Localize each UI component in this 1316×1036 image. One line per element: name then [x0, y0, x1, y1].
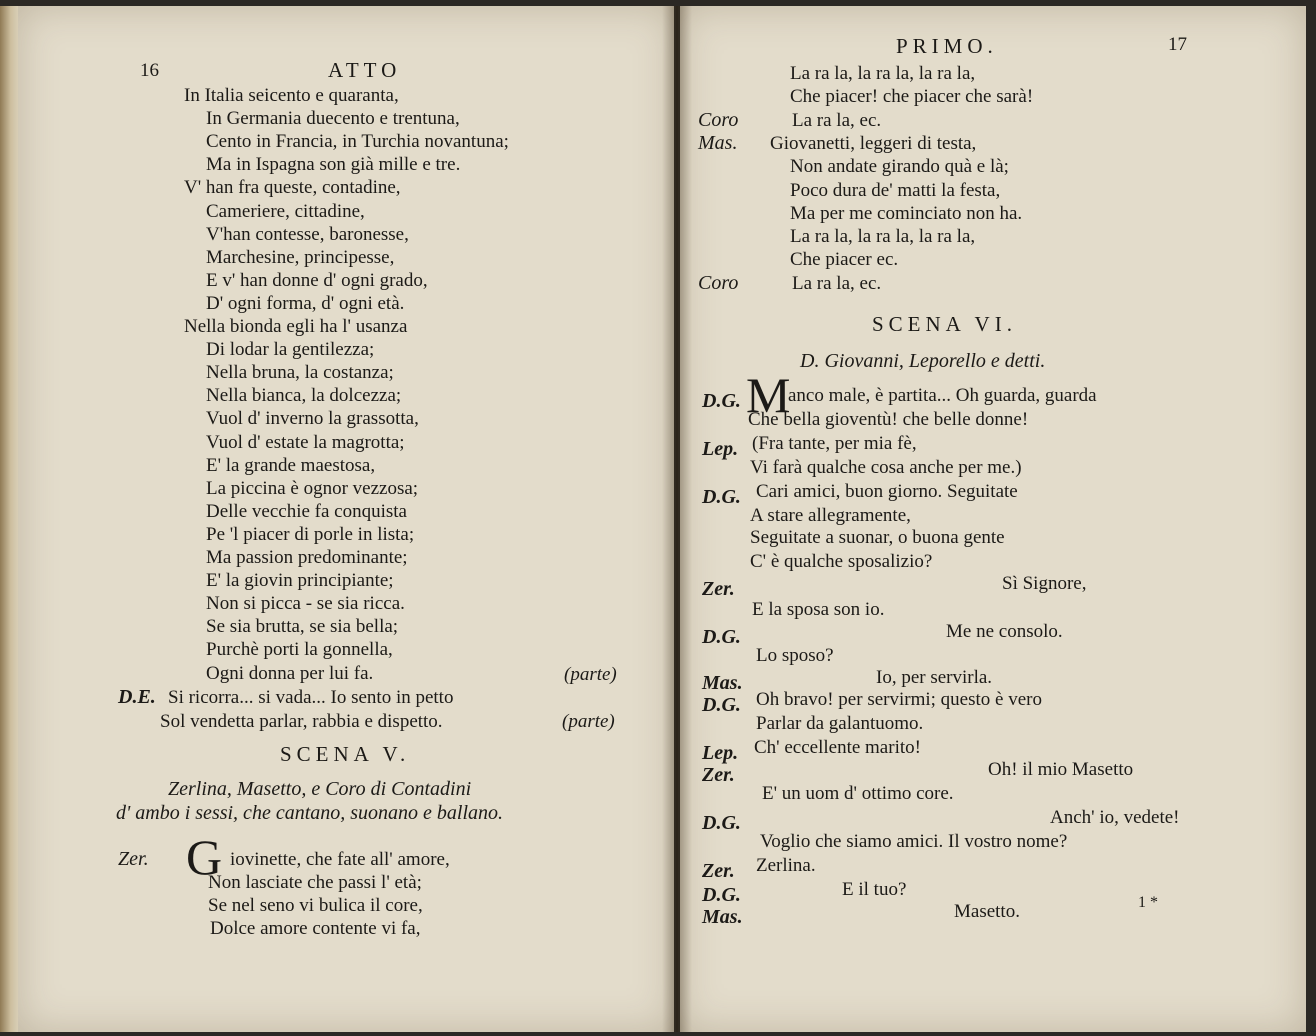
verse-line: iovinette, che fate all' amore, [230, 849, 450, 870]
verse-line: C' è qualche sposalizio? [750, 551, 933, 572]
speaker-label: Mas. [702, 672, 743, 694]
verse-line: Delle vecchie fa conquista [206, 500, 407, 522]
signature-mark: 1 * [1138, 894, 1158, 911]
verse-line: E la sposa son io. [752, 599, 885, 620]
speaker-label: D.G. [702, 884, 741, 906]
verse-line: Marchesine, principesse, [206, 246, 395, 268]
verse-line: E' la grande maestosa, [206, 454, 376, 476]
verse-line: Parlar da galantuomo. [756, 713, 924, 734]
verse-line: Dolce amore contente vi fa, [210, 918, 421, 939]
book-gutter [662, 6, 692, 1032]
speaker-label: D.G. [702, 626, 741, 648]
scene-description: d' ambo i sessi, che cantano, suonano e ballano. [116, 802, 504, 824]
verse-line: Non si picca - se sia ricca. [206, 593, 405, 615]
verse-line: Lo sposo? [756, 645, 834, 666]
verse-line: Nella bionda egli ha l' usanza [184, 316, 408, 337]
speaker-label: Mas. [698, 131, 738, 154]
verse-line: Sì Signore, [1002, 573, 1087, 594]
verse-line: Pe 'l piacer di porle in lista; [206, 523, 415, 545]
verse-line: Vuol d' inverno la grassotta, [206, 408, 419, 430]
scene-title: SCENA V. [280, 742, 411, 766]
verse-line: Se sia brutta, se sia bella; [206, 616, 399, 638]
verse-line: Masetto. [954, 901, 1020, 922]
verse-line: Giovanetti, leggeri di testa, [770, 132, 977, 154]
speaker-label: Zer. [702, 764, 735, 786]
verse-line: Oh bravo! per servirmi; questo è vero [756, 689, 1042, 710]
verse-line: Vuol d' estate la magrotta; [206, 431, 405, 453]
verse-line: La ra la, la ra la, la ra la, [790, 226, 976, 248]
verse-line: Ch' eccellente marito! [754, 737, 921, 758]
verse-line: Poco dura de' matti la festa, [790, 179, 1001, 201]
scene-description: D. Giovanni, Leporello e detti. [800, 350, 1046, 372]
verse-line: Ma in Ispagna son già mille e tre. [206, 154, 461, 176]
verse-line: Me ne consolo. [946, 621, 1063, 642]
verse-line: Anch' io, vedete! [1050, 807, 1180, 828]
scene-title: SCENA VI. [872, 312, 1017, 336]
verse-line: D' ogni forma, d' ogni età. [206, 292, 405, 314]
verse-line: anco male, è partita... Oh guarda, guarda [788, 385, 1097, 406]
book-edge [0, 6, 18, 1032]
verse-line: V' han fra queste, contadine, [184, 177, 401, 199]
verse-line: Si ricorra... si vada... Io sento in petto [168, 687, 454, 708]
verse-line: In Italia seicento e quaranta, [184, 85, 399, 106]
verse-line: E' un uom d' ottimo core. [762, 783, 954, 804]
verse-line: Vi farà qualche cosa anche per me.) [750, 457, 1022, 478]
verse-line: Nella bianca, la dolcezza; [206, 385, 402, 407]
verse-line: Cari amici, buon giorno. Seguitate [756, 481, 1018, 502]
verse-line: (Fra tante, per mia fè, [752, 433, 917, 454]
stage-direction: (parte) [564, 664, 617, 685]
verse-line: E v' han donne d' ogni grado, [206, 269, 428, 291]
speaker-label: D.G. [702, 812, 741, 834]
speaker-label: Coro [698, 108, 739, 131]
verse-line: Voglio che siamo amici. Il vostro nome? [760, 831, 1068, 852]
speaker-label: Zer. [702, 860, 735, 882]
drop-cap: M [746, 367, 791, 423]
speaker-label: D.E. [118, 686, 156, 708]
verse-line: Ma passion predominante; [206, 547, 408, 568]
verse-line: Che piacer! che piacer che sarà! [790, 86, 1034, 108]
speaker-label: Coro [698, 271, 739, 294]
verse-line: Di lodar la gentilezza; [206, 339, 375, 361]
speaker-label: Zer. [118, 848, 149, 870]
verse-line: Seguitate a suonar, o buona gente [750, 527, 1005, 548]
verse-line: Che piacer ec. [790, 249, 899, 271]
speaker-label: D.G. [702, 486, 741, 508]
right-page [680, 6, 1306, 1032]
verse-line: La ra la, ec. [792, 109, 882, 131]
verse-line: A stare allegramente, [750, 505, 911, 526]
verse-line: E' la giovin principiante; [206, 570, 394, 592]
verse-line: Se nel seno vi bulica il core, [208, 895, 423, 916]
verse-line: Zerlina. [756, 855, 816, 876]
verse-line: Cento in Francia, in Turchia novantuna; [206, 131, 509, 153]
verse-line: Io, per servirla. [876, 667, 993, 688]
verse-line: Cameriere, cittadine, [206, 200, 365, 222]
verse-line: Ogni donna per lui fa. [206, 662, 374, 684]
verse-line: La ra la, ec. [792, 272, 882, 294]
verse-line: V'han contesse, baronesse, [206, 223, 409, 245]
stage-direction: (parte) [562, 711, 615, 732]
verse-line: Sol vendetta parlar, rabbia e dispetto. [160, 711, 443, 732]
verse-line: Purchè porti la gonnella, [206, 639, 393, 661]
verse-line: Oh! il mio Masetto [988, 759, 1134, 780]
running-head-left: ATTO [328, 58, 402, 82]
page-number-right: 17 [1168, 34, 1187, 55]
verse-line: Non lasciate che passi l' età; [208, 872, 422, 893]
speaker-label: Mas. [702, 906, 743, 928]
verse-line: La piccina è ognor vezzosa; [206, 477, 419, 499]
verse-line: La ra la, la ra la, la ra la, [790, 63, 976, 84]
verse-line: Nella bruna, la costanza; [206, 362, 394, 384]
left-page [18, 6, 674, 1032]
speaker-label: D.G. [702, 694, 741, 716]
verse-line: Non andate girando quà e là; [790, 156, 1009, 178]
drop-cap: G [186, 829, 223, 885]
speaker-label: Zer. [702, 578, 735, 600]
verse-line: In Germania duecento e trentuna, [206, 108, 460, 130]
speaker-label: Lep. [702, 742, 739, 764]
verse-line: Che bella gioventù! che belle donne! [748, 409, 1029, 430]
page-number-left: 16 [140, 60, 159, 81]
verse-line: E il tuo? [842, 879, 907, 900]
speaker-label: Lep. [702, 438, 739, 460]
running-head-right: PRIMO. [896, 34, 998, 58]
verse-line: Ma per me cominciato non ha. [790, 202, 1023, 224]
speaker-label: D.G. [702, 390, 741, 412]
scene-description: Zerlina, Masetto, e Coro di Contadini [168, 778, 472, 800]
